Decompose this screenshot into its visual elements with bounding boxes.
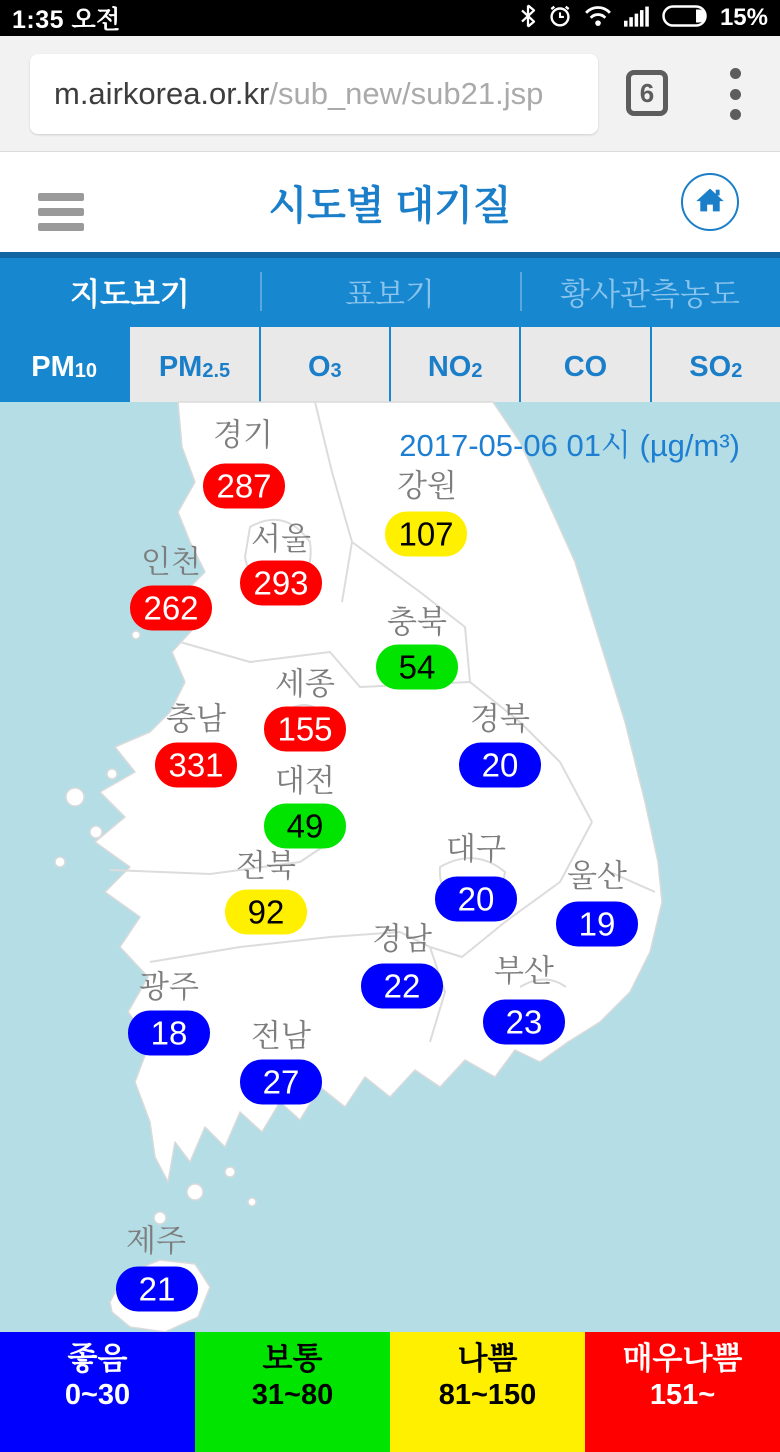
legend-grade-label: 매우나쁨 xyxy=(622,1341,743,1376)
region-label: 대전 xyxy=(275,763,335,799)
url-host: m.airkorea.or.kr xyxy=(54,76,270,111)
home-icon xyxy=(694,184,726,221)
region-value-pill[interactable]: 20 xyxy=(435,877,517,922)
region-label: 제주 xyxy=(126,1223,186,1259)
tab-counter-button[interactable]: 6 xyxy=(626,70,668,116)
pollutant-tab-bar xyxy=(0,325,780,402)
legend-grade-range: 151~ xyxy=(649,1378,716,1411)
region-label: 강원 xyxy=(397,468,457,504)
legend-grade-range: 31~80 xyxy=(251,1378,334,1411)
alarm-icon xyxy=(548,4,572,33)
region-label: 경기 xyxy=(213,417,273,453)
region-value-pill[interactable]: 49 xyxy=(264,804,346,849)
region-value-pill[interactable]: 23 xyxy=(483,1000,565,1045)
wifi-icon xyxy=(584,5,612,32)
bluetooth-icon xyxy=(520,4,536,33)
region-value-pill[interactable]: 287 xyxy=(203,464,285,509)
region-label: 대구 xyxy=(446,831,506,867)
region-value-pill[interactable]: 19 xyxy=(556,902,638,947)
pollutant-tab-SO2[interactable]: SO 2 xyxy=(652,327,780,402)
home-button[interactable] xyxy=(681,173,739,231)
region-label: 경북 xyxy=(470,701,530,737)
region-value-pill[interactable]: 54 xyxy=(376,645,458,690)
legend-grade-label: 좋음 xyxy=(67,1341,128,1376)
pollutant-tab-NO2[interactable]: NO 2 xyxy=(391,327,521,402)
app-header xyxy=(0,152,780,252)
region-value-pill[interactable]: 27 xyxy=(240,1060,322,1105)
region-label: 인천 xyxy=(141,544,201,580)
legend-item xyxy=(0,1332,195,1452)
browser-toolbar xyxy=(0,36,780,152)
region-value-pill[interactable]: 293 xyxy=(240,561,322,606)
legend-item xyxy=(390,1332,585,1452)
clock-time: 1:35 오전 xyxy=(12,6,121,34)
legend-grade-range: 81~150 xyxy=(438,1378,537,1411)
browser-menu-button[interactable] xyxy=(728,68,742,120)
pollutant-tab-PM10[interactable]: PM 10 xyxy=(0,327,130,402)
battery-icon xyxy=(662,4,708,33)
region-label: 전북 xyxy=(236,848,296,884)
region-label: 전남 xyxy=(251,1018,311,1054)
region-label: 서울 xyxy=(251,521,311,557)
signal-icon xyxy=(624,5,650,32)
legend-item xyxy=(585,1332,780,1452)
legend-item xyxy=(195,1332,390,1452)
region-value-pill[interactable]: 262 xyxy=(130,586,212,631)
status-bar xyxy=(0,0,780,36)
region-label: 경남 xyxy=(372,921,432,957)
status-icons xyxy=(520,4,768,33)
air-quality-map xyxy=(0,402,780,1332)
region-label: 충북 xyxy=(387,604,447,640)
url-bar[interactable] xyxy=(30,54,598,134)
view-tab-bar xyxy=(0,258,780,325)
legend-grade-label: 보통 xyxy=(262,1341,323,1376)
url-path: /sub_new/sub21.jsp xyxy=(269,76,544,111)
page-title: 시도별 대기질 xyxy=(268,183,512,228)
view-tab-2[interactable]: 황사관측농도 xyxy=(520,258,780,325)
view-tab-0[interactable]: 지도보기 xyxy=(70,277,190,312)
region-label: 세종 xyxy=(275,666,335,702)
pollutant-tab-O3[interactable]: O 3 xyxy=(261,327,391,402)
legend-grade-range: 0~30 xyxy=(64,1378,131,1411)
measurement-timestamp: 2017-05-06 01시 (µg/m³) xyxy=(399,428,740,463)
region-label: 광주 xyxy=(139,969,199,1005)
region-value-pill[interactable]: 20 xyxy=(459,743,541,788)
hamburger-menu-icon[interactable] xyxy=(38,193,84,231)
pollutant-tab-CO[interactable]: CO xyxy=(521,327,651,402)
legend-grade-label: 나쁨 xyxy=(457,1341,518,1376)
region-value-pill[interactable]: 155 xyxy=(264,707,346,752)
region-label: 충남 xyxy=(166,701,226,737)
region-value-pill[interactable]: 22 xyxy=(361,964,443,1009)
view-tab-1[interactable]: 표보기 xyxy=(260,258,520,325)
air-grade-legend xyxy=(0,1332,780,1452)
region-value-pill[interactable]: 107 xyxy=(385,512,467,557)
region-value-pill[interactable]: 92 xyxy=(225,890,307,935)
region-value-pill[interactable]: 18 xyxy=(128,1011,210,1056)
battery-percent: 15% xyxy=(719,4,768,31)
pollutant-tab-PM2.5[interactable]: PM 2.5 xyxy=(130,327,260,402)
region-value-pill[interactable]: 21 xyxy=(116,1267,198,1312)
region-label: 부산 xyxy=(494,953,554,989)
region-label: 울산 xyxy=(567,858,627,894)
region-value-pill[interactable]: 331 xyxy=(155,743,237,788)
